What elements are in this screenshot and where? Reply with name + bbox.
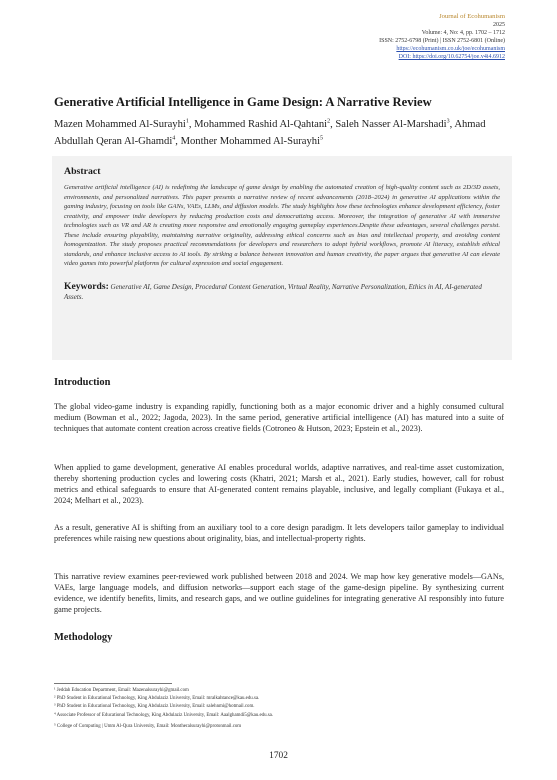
author: Monther Mohammed Al-Surayhi$^5$ (180, 135, 324, 148)
volume-line: Volume: 4, No: 4, pp. 1702 – 1712 (421, 30, 505, 36)
doi-link[interactable]: DOI: https://doi.org/10.62754/joe.v4i4.6912 (398, 54, 505, 60)
footnote: ³ PhD Student in Educational Technology, King Abdulaziz University, Email: salehnmi@hotmail.com. (54, 704, 255, 710)
intro-paragraph: As a result, generative AI is shifting from an auxiliary tool to a core design paradigm. It lets developers tailor gameplay to individual preferences while raising new questions about originality, bias, and intellectual-property rights. (54, 523, 504, 543)
page-number: 1702 (269, 751, 288, 761)
footnote: ² PhD Student in Educational Technology, King Abdulaziz University, Email: mralkahtance@kau.edu.sa. (54, 696, 260, 702)
intro-paragraph: The global video-game industry is expanding rapidly, functioning both as a major economic driver and a highly consumed cultural medium (Bowman et al., 2022; Jagoda, 2023). In the same period, generative artificial intelligence (AI) has matured into a suite of techniques that automate content creation across creative fields (Cotroneo & Hutson, 2023; Epstein et al., 2023). (54, 402, 504, 433)
keywords (64, 282, 500, 302)
keywords-label: Keywords: (64, 280, 109, 292)
journal-url-link[interactable]: https://ecohumanism.co.uk/joe/ecohumanism (396, 46, 505, 52)
issn-line: ISSN: 2752-6798 (Print) | ISSN 2752-6801 (Online) (379, 38, 505, 44)
author: Mohammed Rashid Al-Qahtani$^2$, (194, 118, 336, 130)
author: Saleh Nasser Al-Marshadi$^3$, (335, 118, 455, 130)
abstract-heading: Abstract (64, 166, 101, 177)
intro-paragraph: This narrative review examines peer-reviewed work published between 2018 and 2024. We map how key generative models—GANs, VAEs, large language models, and diffusion networks—support each stage of the game-design pipeline. By synthesizing current evidence, we identify benefits, limits, and research gaps, and we outline guidelines for integrating generative AI responsibly into future game projects. (54, 572, 504, 614)
footnotes (54, 687, 524, 731)
journal-year: 2025 (493, 22, 505, 28)
paper-title: Generative Artificial Intelligence in Game Design: A Narrative Review (54, 95, 432, 109)
author: Mazen Mohammed Al-Surayhi$^1$, (54, 118, 195, 130)
journal-name: Journal of Ecohumanism (439, 13, 505, 20)
abstract-text: Generative artificial intelligence (AI) is redefining the landscape of game design by enabling the automated creation of high-quality content such as 2D/3D assets, environments, and personalized narratives. This paper presents a narrative review of recent advancements (2018–2024) in generative AI applications within the gaming industry, focusing on tools like GANs, VAEs, LLMs, and diffusion models. The study highlights how these technologies enhance development efficiency, foster creativity, and empower indie developers by reducing production costs and democratizing access. Moreover, the integration of generative AI with immersive technologies such as VR and AR is creating more responsive and emotionally engaging gameplay experiences.Despite these advantages, several challenges persist. These include ensuring playability, maintaining narrative originality, addressing ethical concerns such as bias and intellectual property, and avoiding content homogenization. The study proposes practical recommendations for developers and researchers to adopt hybrid workflows, promote AI literacy, establish ethical standards, and enhance inclusive access to AI tools. By striking a balance between innovation and human creativity, the paper argues that generative AI can elevate video games into powerful platforms for cultural expression and social engagement. (64, 184, 500, 268)
intro-paragraph: When applied to game development, generative AI enables procedural worlds, adaptive narratives, and real-time asset customization, thereby shortening production cycles and lowering costs (Khatri, 2021; Marsh et al., 2021). Early studies, however, call for robust metrics and ethical safeguards to ensure that AI-generated content remains playable, inclusive, and legally compliant (Fukaya et al., 2024; Melhart et al., 2023). (54, 463, 504, 505)
footnote: ⁴ Associate Professor of Educational Technology, King Abdulaziz University, Email: Aaalghamdi5@kau.edu.sa. (54, 712, 274, 718)
introduction-heading: Introduction (54, 377, 111, 388)
author: Ahmad Abdullah Qeran Al-Ghamdi$^4$, (54, 118, 486, 148)
author-list (54, 114, 524, 149)
abstract-box (52, 156, 512, 360)
footnote: ¹ Jeddah Education Department, Email: Mazenalsurayhi@gmail.com (54, 688, 189, 693)
journal-header (379, 13, 505, 61)
footnote-divider (54, 683, 172, 684)
keywords-text: Generative AI, Game Design, Procedural Content Generation, Virtual Reality, Narrative Personalization, Ethics in AI, AI-generated Assets. (64, 282, 482, 301)
methodology-heading: Methodology (54, 632, 113, 643)
footnote: ⁵ College of Computing | Umm Al-Qura University, Email: Montheralsurayhi@protonmail.com (54, 723, 242, 729)
